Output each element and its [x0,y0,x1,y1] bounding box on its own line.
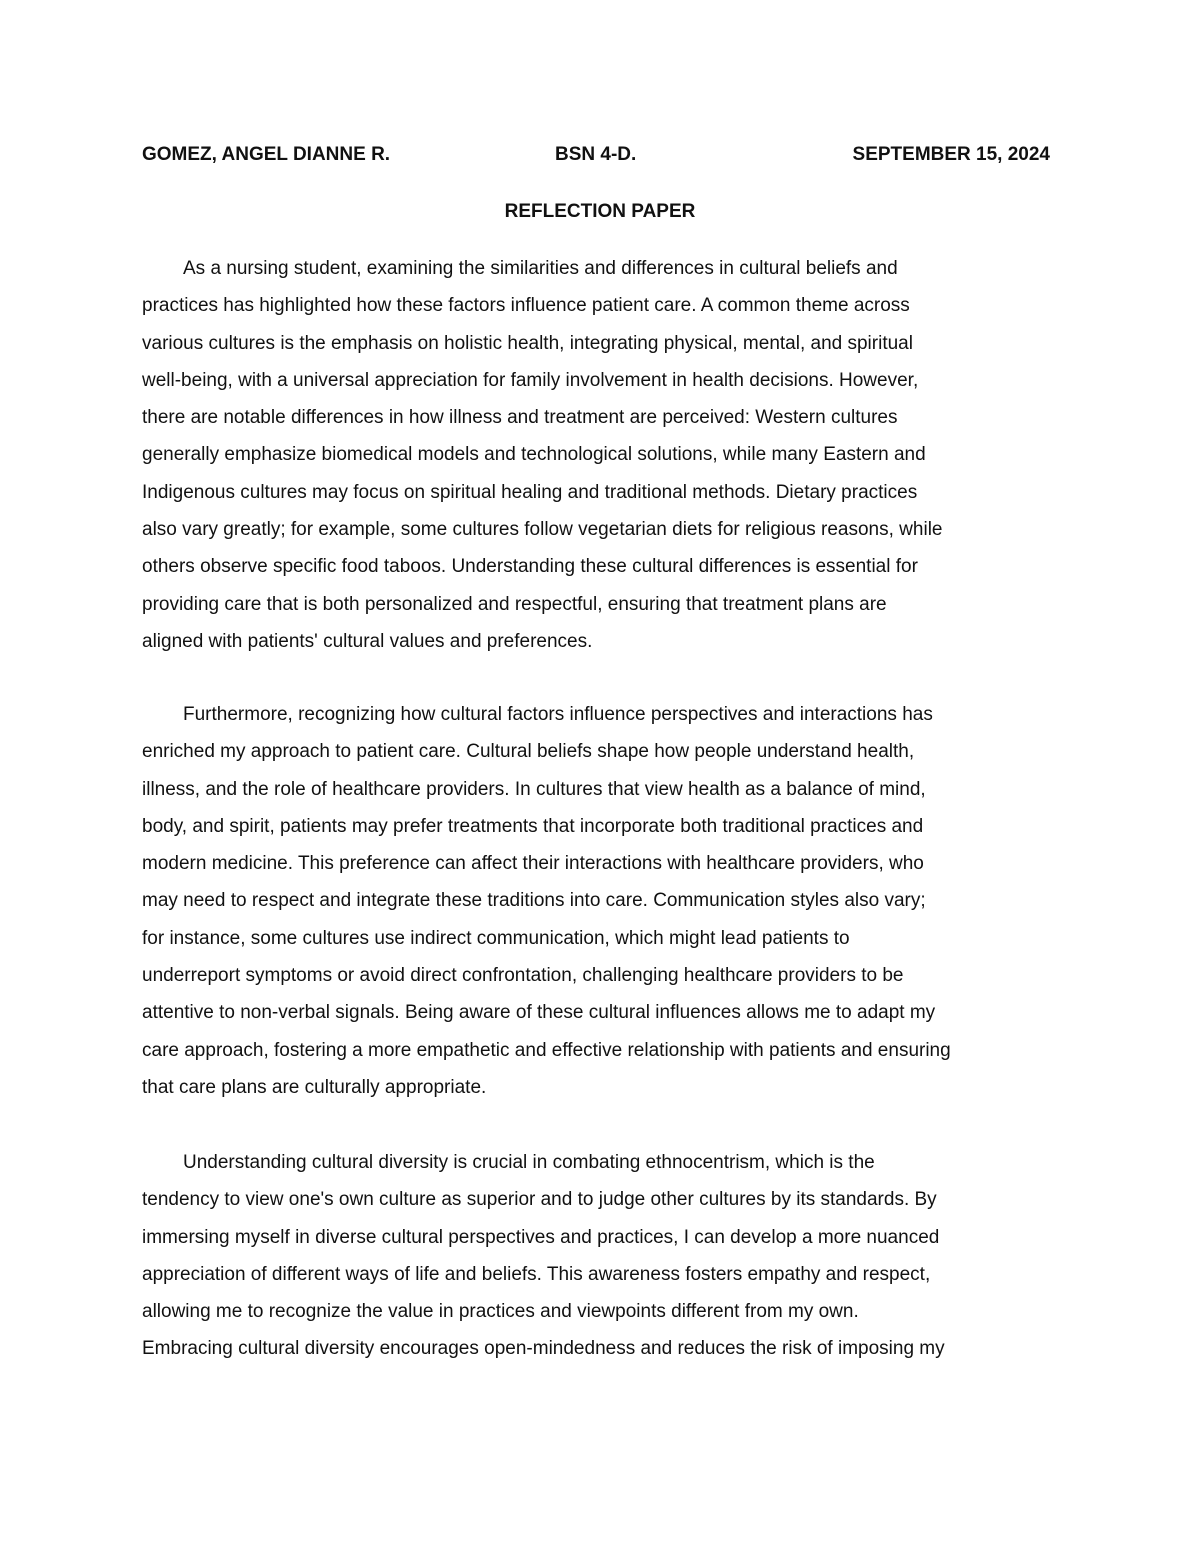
paragraph-3 [142,1144,1058,1368]
text-line: Embracing cultural diversity encourages open-mindedness and reduces the risk of imposing my [142,1338,945,1360]
paragraph-2 [142,696,1058,1106]
text-line: may need to respect and integrate these traditions into care. Communication styles also vary; [142,890,926,912]
text-line: aligned with patients' cultural values and preferences. [142,630,593,652]
text-line: Furthermore, recognizing how cultural factors influence perspectives and interactions has [183,704,933,725]
text-line: well-being, with a universal appreciation for family involvement in health decisions. However, [142,369,919,391]
text-line: also vary greatly; for example, some cultures follow vegetarian diets for religious reasons, while [142,519,943,541]
text-line: underreport symptoms or avoid direct confrontation, challenging healthcare providers to be [142,965,904,987]
paragraph-1 [142,250,1058,660]
course-section: BSN 4-D. [555,144,637,165]
text-line: providing care that is both personalized and respectful, ensuring that treatment plans are [142,593,887,615]
text-line: for instance, some cultures use indirect communication, which might lead patients to [142,927,850,949]
text-line: attentive to non-verbal signals. Being aware of these cultural influences allows me to adapt my [142,1002,936,1024]
text-line: tendency to view one's own culture as superior and to judge other cultures by its standards. By [142,1189,937,1211]
text-line: Indigenous cultures may focus on spiritual healing and traditional methods. Dietary practices [142,481,918,503]
text-line: modern medicine. This preference can affect their interactions with healthcare providers, who [142,853,924,875]
text-line: appreciation of different ways of life and beliefs. This awareness fosters empathy and respect, [142,1263,931,1285]
text-line: enriched my approach to patient care. Cultural beliefs shape how people understand health, [142,741,915,763]
text-line: Understanding cultural diversity is crucial in combating ethnocentrism, which is the [183,1152,875,1173]
text-line: that care plans are culturally appropriate. [142,1076,487,1098]
text-line: generally emphasize biomedical models and technological solutions, while many Eastern and [142,444,926,466]
author-name: GOMEZ, ANGEL DIANNE R. [142,144,391,165]
page-title: REFLECTION PAPER [504,201,696,222]
text-line: there are notable differences in how illness and treatment are perceived: Western cultures [142,407,898,429]
text-line: allowing me to recognize the value in practices and viewpoints different from my own. [142,1301,859,1323]
text-line: illness, and the role of healthcare providers. In cultures that view health as a balance of mind, [142,778,926,800]
text-line: care approach, fostering a more empathetic and effective relationship with patients and ensuring [142,1039,951,1061]
text-line: As a nursing student, examining the similarities and differences in cultural beliefs and [183,258,898,279]
text-line: immersing myself in diverse cultural perspectives and practices, I can develop a more nuanced [142,1226,940,1248]
text-line: various cultures is the emphasis on holistic health, integrating physical, mental, and spiritual [142,332,913,354]
document-date: SEPTEMBER 15, 2024 [852,144,1050,165]
text-line: others observe specific food taboos. Understanding these cultural differences is essential for [142,556,918,578]
document-header [142,141,1050,169]
text-line: body, and spirit, patients may prefer treatments that incorporate both traditional practices and [142,815,924,837]
text-line: practices has highlighted how these factors influence patient care. A common theme across [142,295,910,317]
